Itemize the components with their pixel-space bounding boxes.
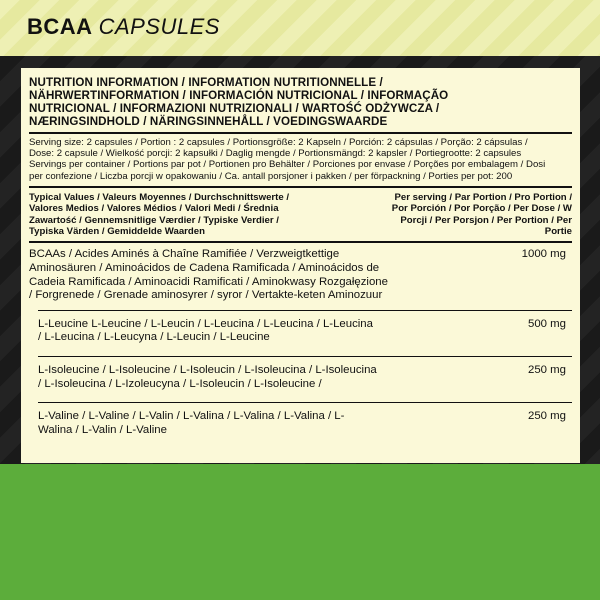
nutrient-amount: 250 mg bbox=[528, 364, 566, 376]
nutrition-title-line: NUTRICIONAL / INFORMAZIONI NUTRIZIONALI / WARTOŚĆ ODŻYWCZA / bbox=[29, 102, 440, 115]
nutrition-panel bbox=[21, 68, 580, 463]
serving-line: Dose: 2 capsule / Wielkość porcji: 2 kapsułki / Daglig mengde / Portionsmängd: 2 kapsler / Portiegrootte: 2 capsules bbox=[29, 148, 522, 160]
nutrient-name: BCAAs / Acides Aminés à Chaîne Ramifiée / Verzweigtkettige Aminosäuren / Aminoácidos de Cadena Ramificada / Aminoácidos de Cadeia Ramificada / Aminoacidi Ramificati / Aminokwasy Rozgałęzione / Forgrenede / Grenade aminosyrer / syror / Vertakte-keten Aminozuur bbox=[29, 248, 388, 302]
nutrition-title-line: NUTRITION INFORMATION / INFORMATION NUTRITIONNELLE / bbox=[29, 76, 383, 89]
nutrient-amount: 1000 mg bbox=[521, 248, 566, 261]
column-headers bbox=[29, 188, 572, 242]
serving-line: per confezione / Liczba porcji w opakowaniu / Ca. antall porsjoner i pakken / per förpackning / Porties per pot: 200 bbox=[29, 170, 513, 182]
nutrient-name: L-Leucine L-Leucine / L-Leucin / L-Leucina / L-Leucina / L-Leucina / L-Leucina / L-Leucyna / L-Leucin / L-Leucine bbox=[38, 317, 373, 344]
header-band bbox=[0, 0, 600, 56]
product-title bbox=[27, 14, 220, 40]
nutrition-title-line: NÆRINGSINDHOLD / NÄRINGSINNEHÅLL / VOEDINGSWAARDE bbox=[29, 115, 388, 128]
nutrient-amount: 250 mg bbox=[528, 410, 566, 423]
serving-info bbox=[29, 134, 572, 186]
nutrient-name: L-Isoleucine / L-Isoleucine / L-Isoleucin / L-Isoleucina / L-Isoleucina / L-Isoleucina / L-Izoleucyna / L-Isoleucin / L-Isoleucine / bbox=[38, 364, 377, 390]
nutrient-row-bcaa bbox=[29, 243, 572, 309]
nutrition-title bbox=[29, 76, 572, 128]
nutrition-panel-content bbox=[29, 76, 572, 448]
per-serving-header: Per serving / Par Portion / Pro Portion / Por Porción / Por Porção / Per Dose / W Porcji / Per Porsjon / Per Portion / Per Portie bbox=[391, 191, 572, 238]
product-title-italic: CAPSULES bbox=[98, 14, 220, 39]
serving-line: Serving size: 2 capsules / Portion : 2 capsules / Portionsgröße: 2 Kapseln / Porción: 2 cápsulas / Porção: 2 cápsulas / bbox=[29, 137, 528, 148]
green-band bbox=[0, 464, 600, 600]
product-title-bold: BCAA bbox=[27, 14, 93, 39]
nutrient-name: L-Valine / L-Valine / L-Valin / L-Valina / L-Valina / L-Valina / L-Walina / L-Valin / L-Valine bbox=[38, 410, 345, 436]
typical-values-header: Typical Values / Valeurs Moyennes / Durchschnittswerte / Valores Medios / Valores Médios / Valori Medi / Średnia Zawartość / Gennemsnitlige Værdier / Typiske Verdier / Typiska Värden / Gemiddelde Waarden bbox=[29, 191, 290, 238]
nutrition-title-line: NÄHRWERTINFORMATION / INFORMACIÓN NUTRICIONAL / INFORMAÇÃO bbox=[29, 89, 449, 102]
nutrient-amount: 500 mg bbox=[528, 317, 566, 330]
serving-line: Servings per container / Portions par pot / Portionen pro Behälter / Porciones por envase / Porções por embalagem / Dosi bbox=[29, 159, 546, 171]
nutrient-row-isoleucine bbox=[38, 356, 572, 402]
nutrient-row-leucine bbox=[38, 310, 572, 356]
nutrient-row-valine bbox=[38, 402, 572, 448]
